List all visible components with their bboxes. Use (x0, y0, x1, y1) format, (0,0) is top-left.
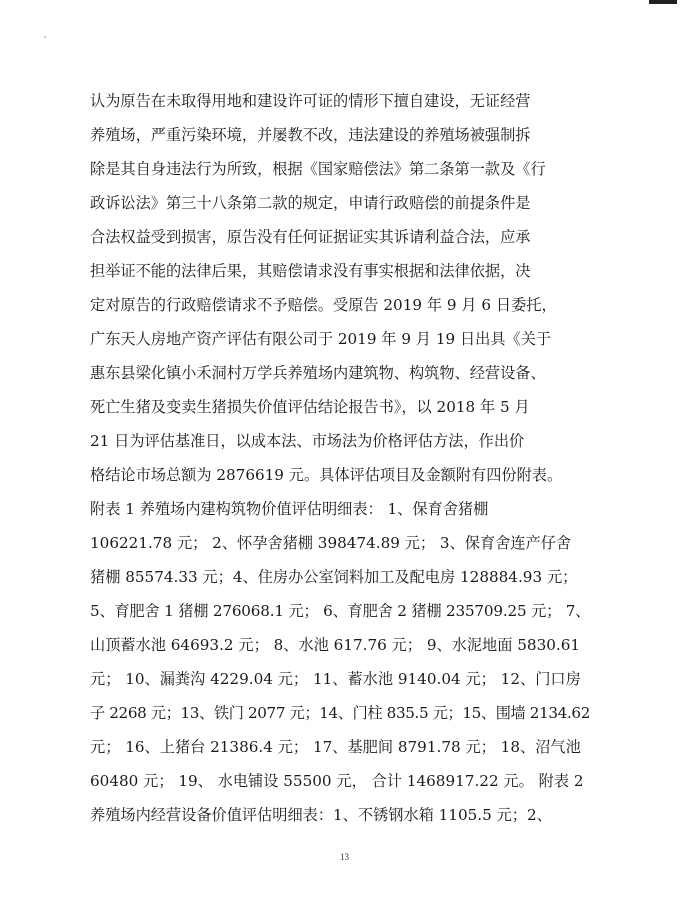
text-line: 60480 元； 19、 水电铺设 55500 元， 合计 1468917.22 元。 附表 2 (90, 772, 584, 790)
text-line: 21 日为评估基准日，以成本法、市场法为价格评估方法，作出价 (90, 432, 525, 450)
text-line: 附表 1 养殖场内建构筑物价值评估明细表： 1、保育舍猪棚 (90, 500, 489, 518)
text-line: 106221.78 元； 2、怀孕舍猪棚 398474.89 元； 3、保育舍连产仔舍 (90, 534, 572, 552)
text-line: 猪棚 85574.33 元；4、住房办公室饲料加工及配电房 128884.93 元； (90, 568, 578, 586)
page-number: 13 (340, 852, 349, 862)
text-line: 死亡生猪及变卖生猪损失价值评估结论报告书》，以 2018 年 5 月 (90, 398, 530, 416)
text-line: 5、育肥舍 1 猪棚 276068.1 元； 6、育肥舍 2 猪棚 235709.25 元； 7、 (90, 602, 591, 620)
text-line: 合法权益受到损害，原告没有任何证据证实其诉请利益合法，应承 (90, 228, 531, 246)
text-line: 元； 16、上猪台 21386.4 元； 17、基肥间 8791.78 元； 18、沼气池 (90, 738, 581, 756)
text-line: 担举证不能的法律后果，其赔偿请求没有事实根据和法律依据，决 (90, 262, 531, 280)
text-line: 山顶蓄水池 64693.2 元； 8、水池 617.76 元； 9、水泥地面 5830.61 (90, 636, 581, 654)
text-line: 格结论市场总额为 2876619 元。具体评估项目及金额附有四份附表。 (90, 466, 563, 484)
text-line: 除是其自身违法行为所致，根据《国家赔偿法》第二条第一款及《行 (90, 160, 546, 178)
text-line: 养殖场，严重污染环境，并屡教不改，违法建设的养殖场被强制拆 (90, 126, 531, 144)
text-line: 政诉讼法》第三十八条第二款的规定，申请行政赔偿的前提条件是 (90, 194, 531, 212)
text-line: 定对原告的行政赔偿请求不予赔偿。受原告 2019 年 9 月 6 日委托， (90, 296, 557, 314)
scan-speck (44, 36, 46, 38)
document-body (90, 84, 590, 832)
text-line: 子 2268 元；13、铁门 2077 元；14、门柱 835.5 元；15、围墙 2134.62 (90, 704, 590, 722)
text-line: 广东天人房地产资产评估有限公司于 2019 年 9 月 19 日出具《关于 (90, 330, 552, 348)
text-line: 养殖场内经营设备价值评估明细表：1、不锈钢水箱 1105.5 元；2、 (90, 806, 552, 824)
text-line: 惠东县梁化镇小禾洞村万学兵养殖场内建筑物、构筑物、经营设备、 (90, 364, 546, 382)
text-line: 元； 10、漏粪沟 4229.04 元； 11、蓄水池 9140.04 元； 12、门口房 (90, 670, 581, 688)
text-line: 认为原告在未取得用地和建设许可证的情形下擅自建设，无证经营 (90, 92, 531, 110)
scan-corner-mark (649, 0, 677, 4)
